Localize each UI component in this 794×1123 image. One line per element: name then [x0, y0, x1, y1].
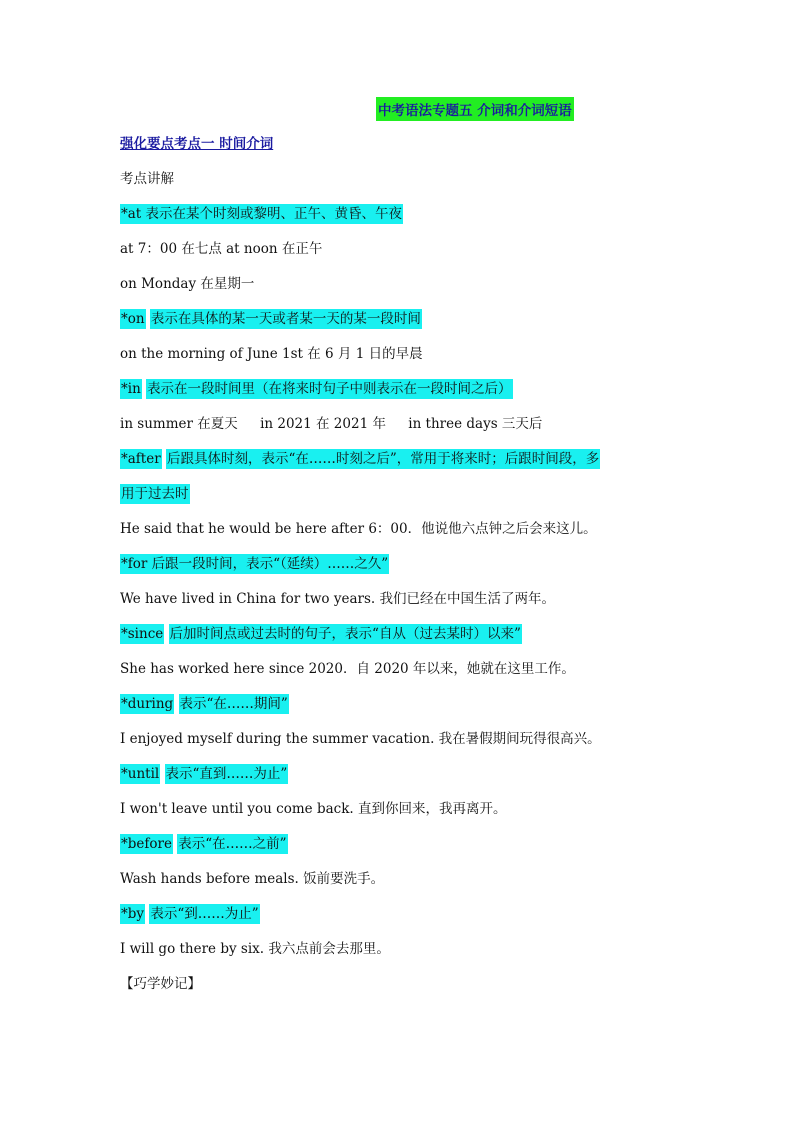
- rule-after: [120, 449, 600, 469]
- rule-after-cont: [120, 484, 190, 504]
- rule-since-tag: *since: [121, 626, 164, 642]
- rule-since: [120, 624, 522, 644]
- example-during: I enjoyed myself during the summer vacation. 我在暑假期间玩得很高兴。: [120, 731, 601, 747]
- example-before: Wash hands before meals. 饭前要洗手。: [120, 871, 385, 887]
- rule-on: [120, 309, 422, 329]
- document-title: 中考语法专题五 介词和介词短语: [376, 97, 574, 121]
- example-in-1: in summer 在夏天: [120, 416, 238, 432]
- subheading: 考点讲解: [120, 171, 174, 187]
- rule-before: [120, 834, 288, 854]
- example-since: She has worked here since 2020．自 2020 年以来，她就在这里工作。: [120, 661, 575, 677]
- rule-in-tag: *in: [121, 381, 141, 397]
- rule-during-text: 表示“在……期间”: [179, 696, 288, 712]
- rule-after-tag: *after: [121, 451, 161, 467]
- section-heading: [120, 134, 273, 154]
- rule-on-tag: *on: [121, 311, 145, 327]
- rule-at: [120, 204, 403, 224]
- rule-in-text: 表示在一段时间里（在将来时句子中则表示在一段时间之后）: [147, 381, 512, 397]
- example-in-3: in three days 三天后: [408, 416, 543, 432]
- example-by: I will go there by six. 我六点前会去那里。: [120, 941, 390, 957]
- rule-during: [120, 694, 289, 714]
- rule-on-text: 表示在具体的某一天或者某一天的某一段时间: [150, 311, 421, 327]
- rule-by: [120, 904, 260, 924]
- rule-by-text: 表示“到……为止”: [150, 906, 259, 922]
- rule-until: [120, 764, 288, 784]
- rule-until-text: 表示“直到……为止”: [165, 766, 288, 782]
- rule-in: [120, 379, 513, 399]
- example-in-2: in 2021 在 2021 年: [260, 416, 386, 432]
- rule-after-text: 后跟具体时刻，表示“在……时刻之后”，常用于将来时；后跟时间段，多: [166, 451, 600, 467]
- rule-at-text: *at 表示在某个时刻或黎明、正午、黄昏、午夜: [121, 206, 403, 222]
- example-on: on the morning of June 1st 在 6 月 1 日的早晨: [120, 346, 423, 362]
- example-at: at 7：00 在七点 at noon 在正午: [120, 241, 323, 257]
- memory-tip: 【巧学妙记】: [120, 976, 201, 992]
- example-on-monday: on Monday 在星期一: [120, 276, 255, 292]
- rule-for: [120, 554, 389, 574]
- example-after: He said that he would be here after 6：00．他说他六点钟之后会来这儿。: [120, 521, 597, 537]
- rule-before-text: 表示“在……之前”: [178, 836, 287, 852]
- example-until: I won't leave until you come back. 直到你回来，我再离开。: [120, 801, 507, 817]
- rule-during-tag: *during: [121, 696, 174, 712]
- rule-until-tag: *until: [121, 766, 160, 782]
- example-for: We have lived in China for two years. 我们已经在中国生活了两年。: [120, 591, 555, 607]
- rule-before-tag: *before: [121, 836, 172, 852]
- rule-since-text: 后加时间点或过去时的句子，表示“自从（过去某时）以来”: [169, 626, 521, 642]
- rule-by-tag: *by: [121, 906, 145, 922]
- rule-for-text: *for 后跟一段时间，表示“（延续）……之久”: [121, 556, 389, 572]
- rule-after-text-2: 用于过去时: [121, 486, 189, 502]
- example-in: [120, 414, 542, 434]
- section-heading-text: 强化要点考点一 时间介词: [120, 136, 274, 152]
